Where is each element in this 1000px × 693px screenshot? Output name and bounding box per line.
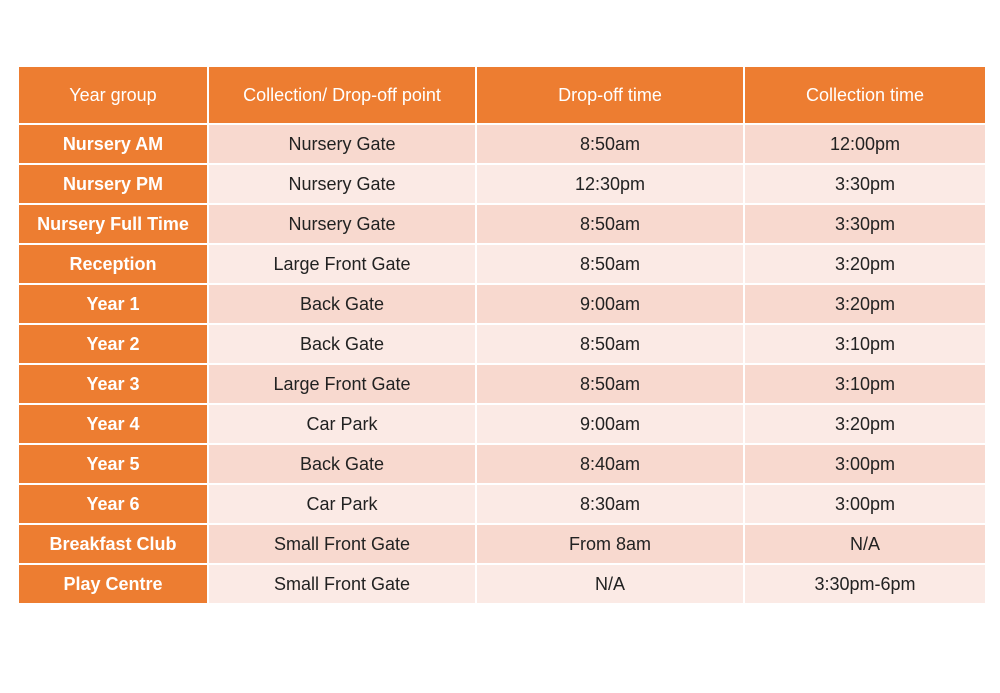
point-cell: Back Gate bbox=[208, 444, 476, 484]
table-row bbox=[18, 244, 986, 284]
year-group-cell: Breakfast Club bbox=[18, 524, 208, 564]
year-group-cell: Nursery PM bbox=[18, 164, 208, 204]
collection-cell: 3:10pm bbox=[744, 324, 986, 364]
table-row bbox=[18, 524, 986, 564]
header-year-group: Year group bbox=[18, 66, 208, 124]
dropoff-cell: 8:50am bbox=[476, 124, 744, 164]
point-cell: Back Gate bbox=[208, 324, 476, 364]
year-group-cell: Year 2 bbox=[18, 324, 208, 364]
table-row bbox=[18, 164, 986, 204]
point-cell: Car Park bbox=[208, 404, 476, 444]
point-cell: Nursery Gate bbox=[208, 164, 476, 204]
point-cell: Nursery Gate bbox=[208, 124, 476, 164]
dropoff-cell: 8:50am bbox=[476, 324, 744, 364]
header-row bbox=[18, 66, 986, 124]
schedule-table bbox=[17, 65, 987, 605]
header-collection-time: Collection time bbox=[744, 66, 986, 124]
year-group-cell: Year 5 bbox=[18, 444, 208, 484]
year-group-cell: Year 6 bbox=[18, 484, 208, 524]
table-row bbox=[18, 444, 986, 484]
collection-cell: 12:00pm bbox=[744, 124, 986, 164]
year-group-cell: Year 4 bbox=[18, 404, 208, 444]
collection-cell: 3:30pm bbox=[744, 204, 986, 244]
table-row bbox=[18, 484, 986, 524]
header-point: Collection/ Drop-off point bbox=[208, 66, 476, 124]
dropoff-cell: N/A bbox=[476, 564, 744, 604]
point-cell: Large Front Gate bbox=[208, 244, 476, 284]
year-group-cell: Year 3 bbox=[18, 364, 208, 404]
dropoff-cell: From 8am bbox=[476, 524, 744, 564]
table-row bbox=[18, 324, 986, 364]
dropoff-cell: 8:50am bbox=[476, 364, 744, 404]
dropoff-cell: 8:30am bbox=[476, 484, 744, 524]
table-row bbox=[18, 404, 986, 444]
year-group-cell: Reception bbox=[18, 244, 208, 284]
year-group-cell: Nursery AM bbox=[18, 124, 208, 164]
point-cell: Small Front Gate bbox=[208, 564, 476, 604]
table-row bbox=[18, 564, 986, 604]
point-cell: Nursery Gate bbox=[208, 204, 476, 244]
point-cell: Large Front Gate bbox=[208, 364, 476, 404]
header-dropoff-time: Drop-off time bbox=[476, 66, 744, 124]
point-cell: Back Gate bbox=[208, 284, 476, 324]
dropoff-cell: 9:00am bbox=[476, 404, 744, 444]
dropoff-cell: 8:40am bbox=[476, 444, 744, 484]
year-group-cell: Play Centre bbox=[18, 564, 208, 604]
dropoff-cell: 12:30pm bbox=[476, 164, 744, 204]
collection-cell: 3:20pm bbox=[744, 284, 986, 324]
collection-cell: N/A bbox=[744, 524, 986, 564]
collection-cell: 3:10pm bbox=[744, 364, 986, 404]
year-group-cell: Year 1 bbox=[18, 284, 208, 324]
collection-cell: 3:00pm bbox=[744, 484, 986, 524]
table-row bbox=[18, 124, 986, 164]
year-group-cell: Nursery Full Time bbox=[18, 204, 208, 244]
dropoff-cell: 8:50am bbox=[476, 244, 744, 284]
dropoff-cell: 9:00am bbox=[476, 284, 744, 324]
point-cell: Car Park bbox=[208, 484, 476, 524]
collection-cell: 3:30pm-6pm bbox=[744, 564, 986, 604]
collection-cell: 3:30pm bbox=[744, 164, 986, 204]
collection-cell: 3:00pm bbox=[744, 444, 986, 484]
table-row bbox=[18, 284, 986, 324]
table-row bbox=[18, 364, 986, 404]
collection-cell: 3:20pm bbox=[744, 404, 986, 444]
table-row bbox=[18, 204, 986, 244]
collection-cell: 3:20pm bbox=[744, 244, 986, 284]
point-cell: Small Front Gate bbox=[208, 524, 476, 564]
dropoff-cell: 8:50am bbox=[476, 204, 744, 244]
